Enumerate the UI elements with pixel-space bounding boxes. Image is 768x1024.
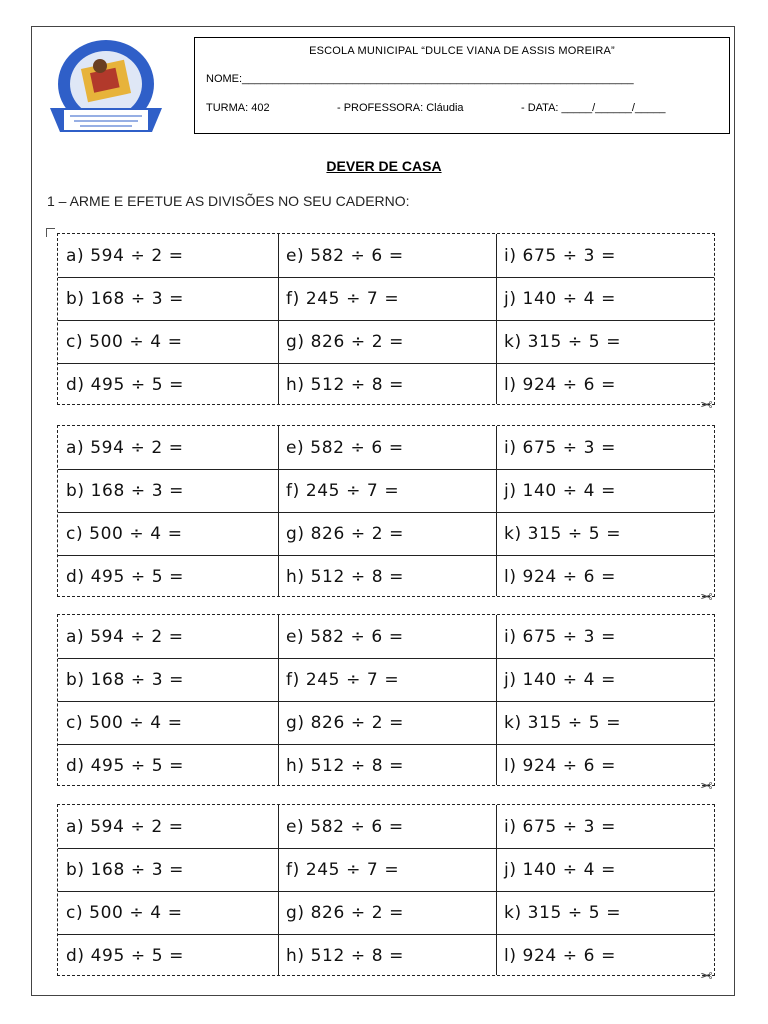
header-box	[194, 37, 730, 134]
division-problem: j) 140 ÷ 4 =	[504, 859, 616, 880]
division-problem: g) 826 ÷ 2 =	[286, 712, 404, 733]
division-problem: b) 168 ÷ 3 =	[66, 669, 184, 690]
division-problem: f) 245 ÷ 7 =	[286, 480, 400, 501]
division-problem: l) 924 ÷ 6 =	[504, 755, 616, 776]
division-problem: g) 826 ÷ 2 =	[286, 331, 404, 352]
division-problem: l) 924 ÷ 6 =	[504, 374, 616, 395]
division-problem: l) 924 ÷ 6 =	[504, 566, 616, 587]
teacher-label: - PROFESSORA: Cláudia	[337, 102, 464, 114]
division-problem: c) 500 ÷ 4 =	[66, 902, 183, 923]
division-problem: e) 582 ÷ 6 =	[286, 245, 404, 266]
division-problem: d) 495 ÷ 5 =	[66, 945, 184, 966]
division-problem: a) 594 ÷ 2 =	[66, 245, 184, 266]
exercise-block	[57, 804, 715, 976]
date-field[interactable]: - DATA: _____/______/_____	[521, 102, 666, 114]
division-problem: k) 315 ÷ 5 =	[504, 523, 622, 544]
scissors-icon: ✂	[700, 776, 713, 793]
scissors-icon: ✂	[700, 587, 713, 604]
division-problem: e) 582 ÷ 6 =	[286, 437, 404, 458]
division-problem: j) 140 ÷ 4 =	[504, 288, 616, 309]
division-problem: i) 675 ÷ 3 =	[504, 245, 616, 266]
division-problem: d) 495 ÷ 5 =	[66, 755, 184, 776]
division-problem: a) 594 ÷ 2 =	[66, 816, 184, 837]
division-problem: e) 582 ÷ 6 =	[286, 626, 404, 647]
division-problem: f) 245 ÷ 7 =	[286, 669, 400, 690]
name-field[interactable]: NOME:________________________________________________________________	[206, 73, 634, 85]
division-problem: i) 675 ÷ 3 =	[504, 816, 616, 837]
division-problem: i) 675 ÷ 3 =	[504, 626, 616, 647]
school-name: ESCOLA MUNICIPAL “DULCE VIANA DE ASSIS MOREIRA”	[309, 45, 615, 57]
division-problem: g) 826 ÷ 2 =	[286, 523, 404, 544]
division-problem: k) 315 ÷ 5 =	[504, 712, 622, 733]
division-problem: e) 582 ÷ 6 =	[286, 816, 404, 837]
division-problem: g) 826 ÷ 2 =	[286, 902, 404, 923]
division-problem: c) 500 ÷ 4 =	[66, 331, 183, 352]
division-problem: c) 500 ÷ 4 =	[66, 712, 183, 733]
division-problem: a) 594 ÷ 2 =	[66, 437, 184, 458]
division-problem: k) 315 ÷ 5 =	[504, 902, 622, 923]
division-problem: h) 512 ÷ 8 =	[286, 755, 404, 776]
division-problem: d) 495 ÷ 5 =	[66, 374, 184, 395]
corner-marker	[46, 228, 55, 237]
division-problem: b) 168 ÷ 3 =	[66, 859, 184, 880]
division-problem: a) 594 ÷ 2 =	[66, 626, 184, 647]
division-problem: h) 512 ÷ 8 =	[286, 374, 404, 395]
scissors-icon: ✂	[700, 395, 713, 412]
school-logo	[40, 36, 172, 140]
page-title: DEVER DE CASA	[326, 158, 442, 174]
division-problem: h) 512 ÷ 8 =	[286, 945, 404, 966]
instruction-text: 1 – ARME E EFETUE AS DIVISÕES NO SEU CADERNO:	[47, 193, 410, 209]
division-problem: l) 924 ÷ 6 =	[504, 945, 616, 966]
exercise-block	[57, 233, 715, 405]
division-problem: k) 315 ÷ 5 =	[504, 331, 622, 352]
scissors-icon: ✂	[700, 966, 713, 983]
division-problem: i) 675 ÷ 3 =	[504, 437, 616, 458]
division-problem: b) 168 ÷ 3 =	[66, 480, 184, 501]
division-problem: b) 168 ÷ 3 =	[66, 288, 184, 309]
division-problem: c) 500 ÷ 4 =	[66, 523, 183, 544]
division-problem: j) 140 ÷ 4 =	[504, 480, 616, 501]
exercise-block	[57, 425, 715, 597]
class-label: TURMA: 402	[206, 102, 270, 114]
division-problem: h) 512 ÷ 8 =	[286, 566, 404, 587]
exercise-block	[57, 614, 715, 786]
division-problem: f) 245 ÷ 7 =	[286, 859, 400, 880]
division-problem: f) 245 ÷ 7 =	[286, 288, 400, 309]
division-problem: d) 495 ÷ 5 =	[66, 566, 184, 587]
division-problem: j) 140 ÷ 4 =	[504, 669, 616, 690]
